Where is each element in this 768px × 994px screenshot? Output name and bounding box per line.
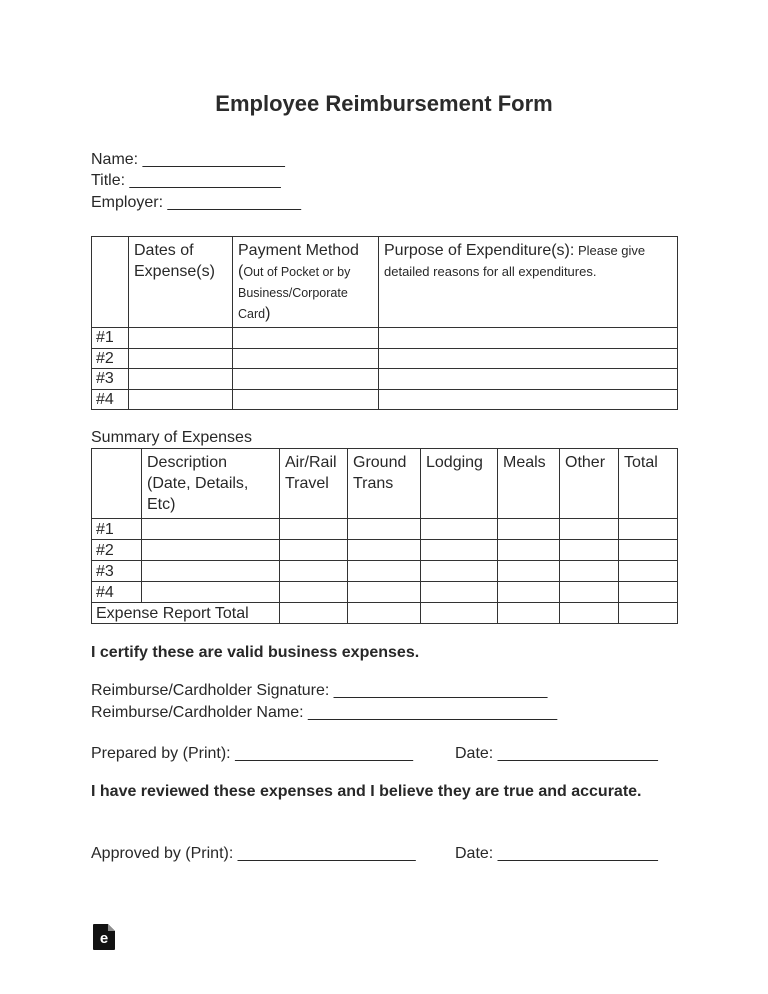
employer-label: Employer:: [91, 193, 164, 211]
ground-cell: [348, 519, 421, 540]
title-label: Title:: [91, 172, 126, 190]
payment-cell: [233, 369, 379, 390]
page-title: Employee Reimbursement Form: [215, 91, 553, 116]
dates-cell: [129, 389, 233, 410]
purpose-header: [379, 237, 678, 328]
expense-report-total-row: [92, 603, 678, 624]
lodging-cell: [421, 561, 498, 582]
summary-row-4: [92, 582, 678, 603]
prepared-by-row: [91, 745, 677, 763]
total-cell: [619, 519, 678, 540]
payment-cell: [233, 348, 379, 369]
ground-total-cell: [348, 603, 421, 624]
description-cell: [142, 519, 280, 540]
corner-cell: [92, 237, 129, 328]
employer-fill-line: _______________: [167, 193, 301, 211]
total-cell: [619, 540, 678, 561]
ground-trans-header: Ground Trans: [348, 449, 421, 519]
meals-header: Meals: [498, 449, 560, 519]
row-label: #1: [92, 519, 142, 540]
approved-date-part: [455, 845, 658, 863]
prepared-date-part: [455, 745, 658, 763]
dates-cell: [129, 369, 233, 390]
summary-of-expenses-heading: Summary of Expenses: [91, 429, 252, 446]
review-statement: I have reviewed these expenses and I believe they are true and accurate.: [91, 783, 642, 800]
meals-cell: [498, 540, 560, 561]
summary-header-row: [92, 449, 678, 519]
payment-cell: [233, 328, 379, 349]
other-cell: [560, 540, 619, 561]
expense-details-table: [91, 236, 678, 410]
meals-cell: [498, 582, 560, 603]
dates-of-expenses-header: Dates of Expense(s): [129, 237, 233, 328]
approved-by-label: Approved by (Print):: [91, 845, 234, 862]
summary-of-expenses-table: [91, 448, 678, 624]
cardholder-signature-fill: ________________________: [333, 682, 548, 699]
row-label: #3: [92, 369, 129, 390]
certify-statement: I certify these are valid business expenses.: [91, 644, 420, 661]
summary-row-2: [92, 540, 678, 561]
meals-cell: [498, 561, 560, 582]
purpose-title: Purpose of Expenditure(s):: [384, 242, 575, 259]
other-total-cell: [560, 603, 619, 624]
expense-details-header-row: [92, 237, 678, 328]
name-field-line: [91, 149, 301, 170]
purpose-cell: [379, 369, 678, 390]
employer-field-line: [91, 192, 301, 213]
row-label: #1: [92, 328, 129, 349]
total-cell: [619, 582, 678, 603]
payment-method-title: Payment Method: [238, 242, 359, 259]
purpose-cell: [379, 348, 678, 369]
row-label: #2: [92, 540, 142, 561]
approved-by-row: [91, 845, 677, 863]
row-label: #4: [92, 389, 129, 410]
payment-method-header: [233, 237, 379, 328]
lodging-cell: [421, 540, 498, 561]
other-cell: [560, 519, 619, 540]
expense-report-total-label: Expense Report Total: [92, 603, 280, 624]
row-label: #2: [92, 348, 129, 369]
expense-row-1: [92, 328, 678, 349]
other-cell: [560, 561, 619, 582]
air-rail-cell: [280, 561, 348, 582]
prepared-by-label: Prepared by (Print):: [91, 745, 231, 762]
total-cell: [619, 561, 678, 582]
payment-method-note: [238, 261, 373, 324]
payment-cell: [233, 389, 379, 410]
air-rail-total-cell: [280, 603, 348, 624]
other-cell: [560, 582, 619, 603]
approved-date-fill: __________________: [497, 845, 658, 862]
approved-by-fill: ____________________: [237, 845, 416, 862]
eforms-logo: [93, 924, 115, 950]
air-rail-travel-header: Air/Rail Travel: [280, 449, 348, 519]
total-header: Total: [619, 449, 678, 519]
purpose-cell: [379, 328, 678, 349]
other-header: Other: [560, 449, 619, 519]
description-header: Description (Date, Details, Etc): [142, 449, 280, 519]
title-fill-line: _________________: [129, 172, 281, 190]
purpose-cell: [379, 389, 678, 410]
lodging-header: Lodging: [421, 449, 498, 519]
logo-letter-e: e: [99, 930, 109, 947]
corner-cell: [92, 449, 142, 519]
description-cell: [142, 582, 280, 603]
description-cell: [142, 540, 280, 561]
cardholder-name-line: [91, 702, 557, 724]
air-rail-cell: [280, 540, 348, 561]
expense-row-3: [92, 369, 678, 390]
lodging-cell: [421, 519, 498, 540]
summary-row-3: [92, 561, 678, 582]
row-label: #3: [92, 561, 142, 582]
meals-total-cell: [498, 603, 560, 624]
expense-row-4: [92, 389, 678, 410]
ground-cell: [348, 561, 421, 582]
name-fill-line: ________________: [142, 151, 285, 168]
row-label: #4: [92, 582, 142, 603]
identity-fields: [91, 149, 301, 213]
meals-cell: [498, 519, 560, 540]
expense-row-2: [92, 348, 678, 369]
cardholder-name-label: Reimburse/Cardholder Name:: [91, 703, 304, 721]
lodging-total-cell: [421, 603, 498, 624]
purpose-note-text: Please give detailed reasons for all expenditures.: [384, 243, 646, 279]
description-cell: [142, 561, 280, 582]
prepared-date-fill: __________________: [497, 745, 658, 762]
approved-date-label: Date:: [455, 845, 494, 862]
air-rail-cell: [280, 519, 348, 540]
ground-cell: [348, 540, 421, 561]
summary-row-1: [92, 519, 678, 540]
open-paren: (: [238, 263, 244, 280]
grand-total-cell: [619, 603, 678, 624]
ground-cell: [348, 582, 421, 603]
prepared-by-fill: ____________________: [235, 745, 414, 762]
air-rail-cell: [280, 582, 348, 603]
close-paren: ): [265, 305, 271, 322]
signature-block: [91, 680, 557, 723]
prepared-date-label: Date:: [455, 745, 494, 762]
cardholder-signature-label: Reimburse/Cardholder Signature:: [91, 682, 330, 699]
dates-cell: [129, 328, 233, 349]
title-field-line: [91, 170, 301, 191]
cardholder-signature-line: [91, 680, 557, 702]
dates-cell: [129, 348, 233, 369]
name-label: Name:: [91, 151, 139, 168]
lodging-cell: [421, 582, 498, 603]
payment-note-text: Out of Pocket or by Business/Corporate Card: [238, 265, 351, 321]
cardholder-name-fill: ____________________________: [307, 703, 558, 721]
